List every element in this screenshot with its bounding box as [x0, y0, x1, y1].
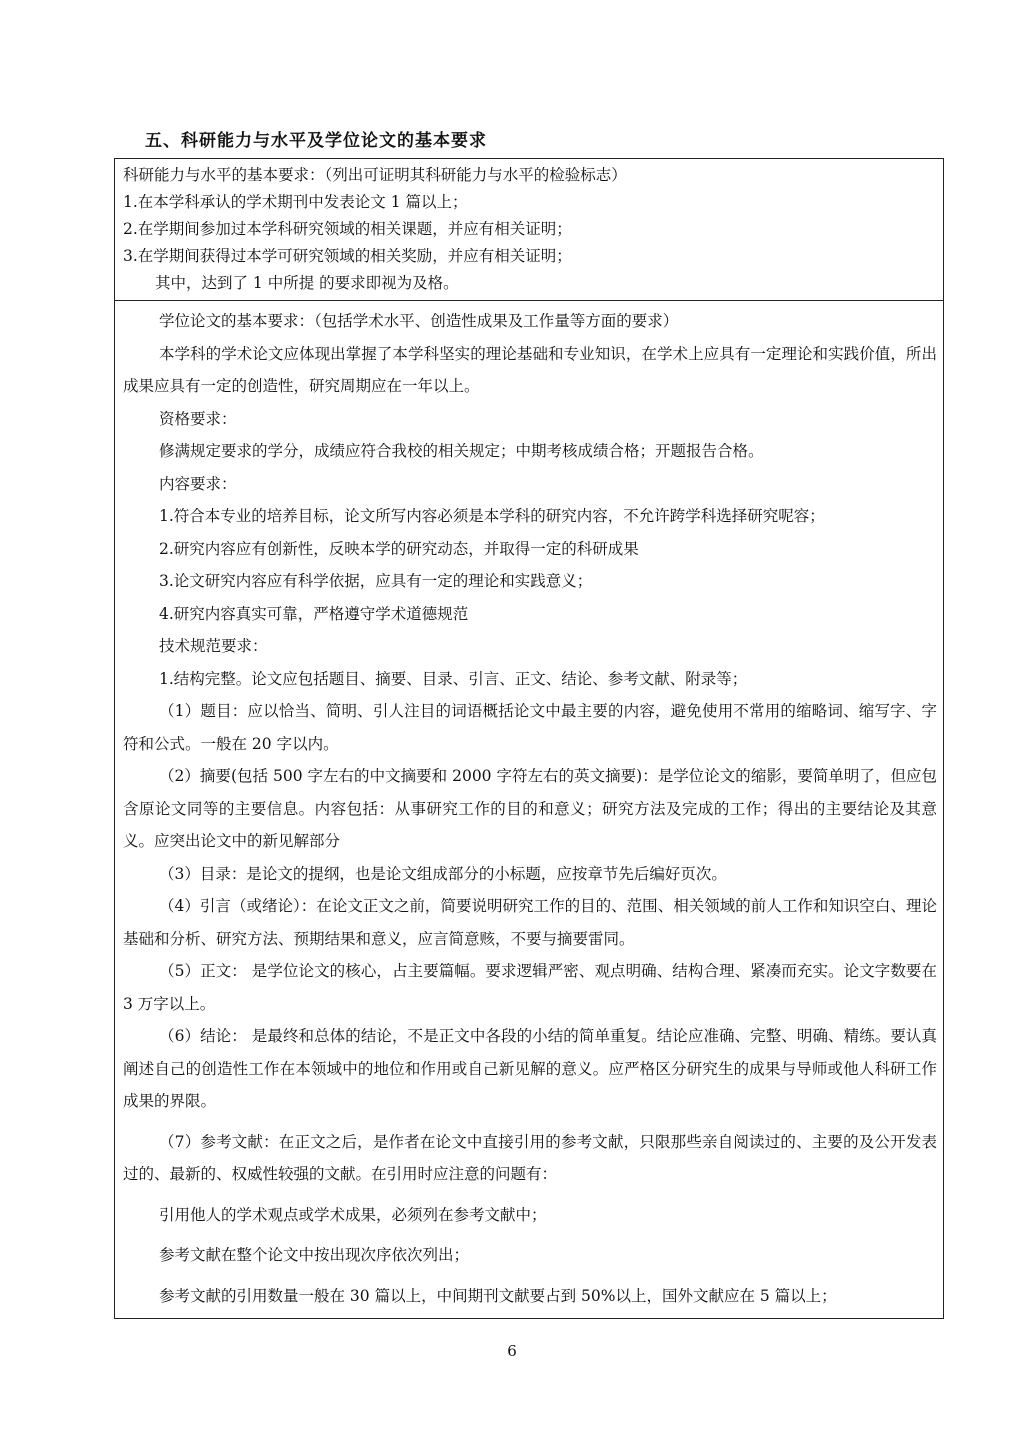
research-note: 其中，达到了 1 中所提 的要求即视为及格。: [155, 274, 459, 292]
content-heading: 内容要求：: [159, 474, 237, 493]
thesis-requirements-cell: [115, 301, 943, 1318]
tech-item-abstract: （2）摘要(包括 500 字左右的中文摘要和 2000 字符左右的英文摘要)：是学位论文的缩影，要简单明了，但应包含原论文同等的主要信息。内容包括：从事研究工作的目的和意义；研究方法及完成的工作；得出的主要结论及其意义。应突出论文中的新见解部分: [123, 767, 937, 850]
ref-note-1: 引用他人的学术观点或学术成果，必须列在参考文献中；: [159, 1205, 547, 1224]
content-item-4: 4.研究内容真实可靠，严格遵守学术道德规范: [159, 604, 469, 623]
section-title: 五、科研能力与水平及学位论文的基本要求: [145, 131, 487, 151]
research-heading: 科研能力与水平的基本要求：（列出可证明其科研能力与水平的检验标志）: [123, 166, 627, 184]
research-item-2: 2.在学期间参加过本学科研究领域的相关课题，并应有相关证明；: [123, 220, 572, 238]
content-item-1: 1.符合本专业的培养目标，论文所写内容必须是本学科的研究内容，不允许跨学科选择研究呢容；: [159, 507, 825, 525]
content-item-3: 3.论文研究内容应有科学依据，应具有一定的理论和实践意义；: [159, 572, 593, 590]
requirements-table: [114, 158, 944, 1319]
tech-item-conclusion: （6）结论： 是最终和总体的结论，不是正文中各段的小结的简单重复。结论应准确、完整、明确、精练。要认真阐述自己的创造性工作在本领域中的地位和作用或自己新见解的意义。应严格区分研究生的成果与导师或他人科研工作成果的界限。: [123, 1027, 937, 1110]
content-item-2: 2.研究内容应有创新性，反映本学的研究动态，并取得一定的科研成果: [159, 539, 639, 558]
ref-note-3: 参考文献的引用数量一般在 30 篇以上，中间期刊文献要占到 50%以上，国外文献应在 5 篇以上；: [159, 1286, 837, 1305]
page-number: 6: [507, 1342, 517, 1360]
research-requirements-cell: [115, 159, 943, 301]
tech-item-references: （7）参考文献：在正文之后，是作者在论文中直接引用的参考文献，只限那些亲自阅读过的、主要的及公开发表过的、最新的、权威性较强的文献。在引用时应注意的问题有：: [123, 1132, 937, 1183]
research-item-1: 1.在本学科承认的学术期刊中发表论文 1 篇以上；: [123, 193, 468, 211]
thesis-intro: 本学科的学术论文应体现出掌握了本学科坚实的理论基础和专业知识，在学术上应具有一定理论和实践价值，所出成果应具有一定的创造性，研究周期应在一年以上。: [123, 344, 937, 395]
tech-item-toc: （3）目录：是论文的提纲，也是论文组成部分的小标题，应按章节先后编好页次。: [159, 864, 727, 883]
thesis-heading: 学位论文的基本要求：（包括学术水平、创造性成果及工作量等方面的要求）: [159, 312, 679, 330]
tech-heading: 技术规范要求：: [159, 637, 268, 655]
qualification-text: 修满规定要求的学分，成绩应符合我校的相关规定；中期考核成绩合格；开题报告合格。: [159, 442, 764, 460]
tech-item-introduction: （4）引言（或绪论）：在论文正文之前，简要说明研究工作的目的、范围、相关领域的前人工作和知识空白、理论基础和分析、研究方法、预期结果和意义，应言简意赅，不要与摘要雷同。: [123, 897, 937, 948]
qualification-heading: 资格要求：: [159, 409, 237, 428]
tech-structure: 1.结构完整。论文应包括题目、摘要、目录、引言、正文、结论、参考文献、附录等；: [159, 669, 748, 688]
tech-item-body: （5）正文： 是学位论文的核心，占主要篇幅。要求逻辑严密、观点明确、结构合理、紧凑而充实。论文字数要在 3 万字以上。: [123, 962, 937, 1013]
ref-note-2: 参考文献在整个论文中按出现次序依次列出；: [159, 1246, 470, 1264]
tech-item-title: （1）题目：应以恰当、简明、引人注目的词语概括论文中最主要的内容，避免使用不常用的缩略词、缩写字、字符和公式。一般在 20 字以内。: [123, 702, 937, 753]
research-item-3: 3.在学期间获得过本学可研究领域的相关奖励，并应有相关证明；: [123, 247, 572, 265]
